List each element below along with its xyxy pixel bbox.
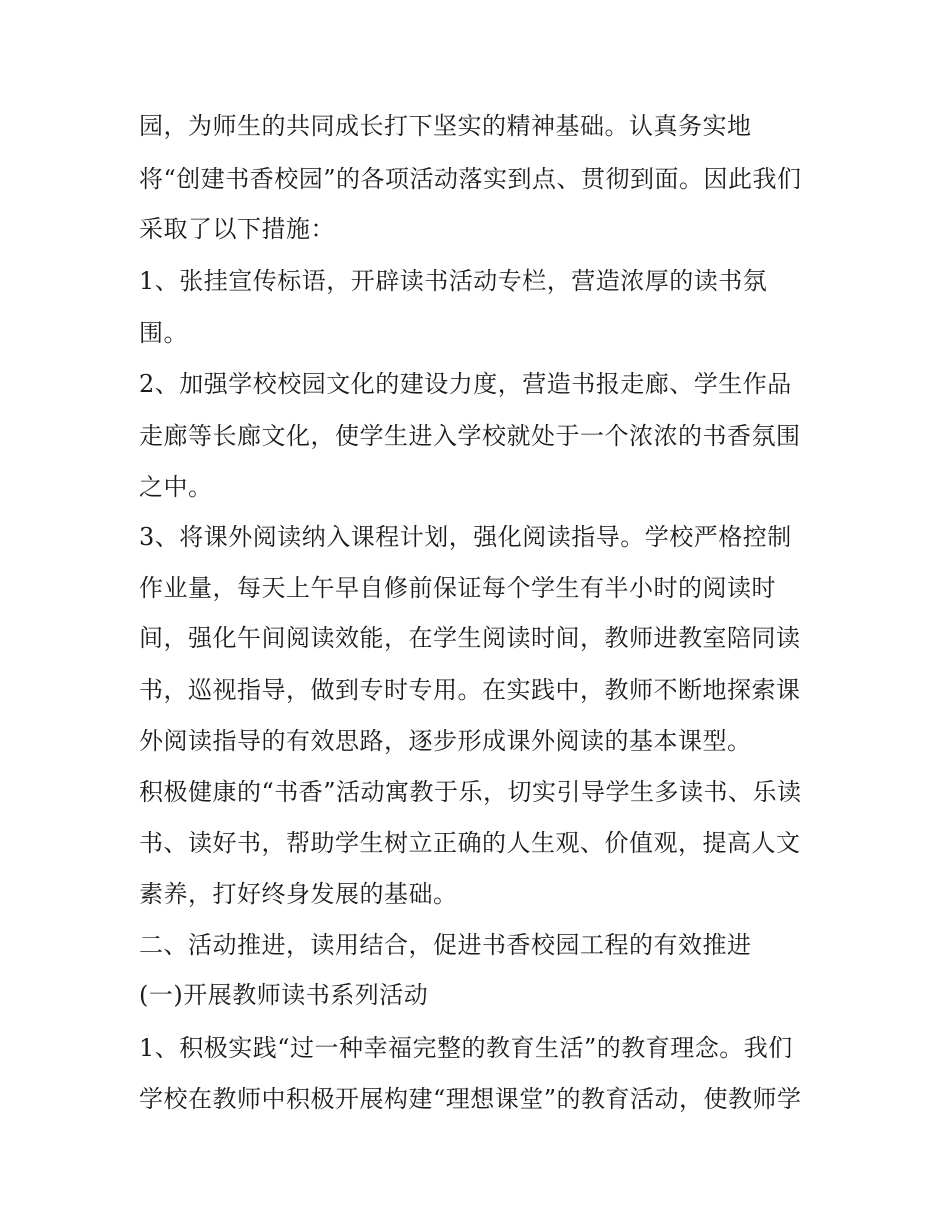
text-line: 间，强化午间阅读效能，在学生阅读时间，教师进教室陪同读	[139, 624, 801, 652]
text-line: 将“创建书香校园”的各项活动落实到点、贯彻到面。因此我们	[139, 165, 802, 193]
text-line: 围。	[139, 319, 188, 347]
text-line: 学校在教师中积极开展构建“理想课堂”的教育活动，使教师学	[139, 1085, 802, 1113]
text-line: 采取了以下措施：	[139, 215, 335, 243]
text-line: 1、张挂宣传标语，开辟读书活动专栏，营造浓厚的读书氛	[139, 267, 768, 295]
text-line: 2、加强学校校园文化的建设力度，营造书报走廊、学生作品	[139, 370, 792, 398]
text-line: 书、读好书，帮助学生树立正确的人生观、价值观，提高人文	[139, 829, 801, 857]
text-line: 书，巡视指导，做到专时专用。在实践中，教师不断地探索课	[139, 676, 801, 704]
text-line: 园，为师生的共同成长打下坚实的精神基础。认真务实地	[139, 112, 752, 140]
section-heading: 二、活动推进，读用结合，促进书香校园工程的有效推进	[139, 931, 752, 959]
text-line: 积极健康的“书香”活动寓教于乐，切实引导学生多读书、乐读	[139, 778, 802, 806]
subsection-heading: (一)开展教师读书系列活动	[139, 981, 429, 1009]
text-line: 作业量，每天上午早自修前保证每个学生有半小时的阅读时	[139, 574, 776, 602]
text-line: 素养，打好终身发展的基础。	[139, 880, 458, 908]
text-line: 3、将课外阅读纳入课程计划，强化阅读指导。学校严格控制	[139, 523, 792, 551]
text-line: 之中。	[139, 473, 213, 501]
text-line: 1、积极实践“过一种幸福完整的教育生活”的教育理念。我们	[139, 1034, 793, 1062]
text-line: 外阅读指导的有效思路，逐步形成课外阅读的基本课型。	[139, 727, 752, 755]
text-line: 走廊等长廊文化，使学生进入学校就处于一个浓浓的书香氛围	[139, 422, 801, 450]
